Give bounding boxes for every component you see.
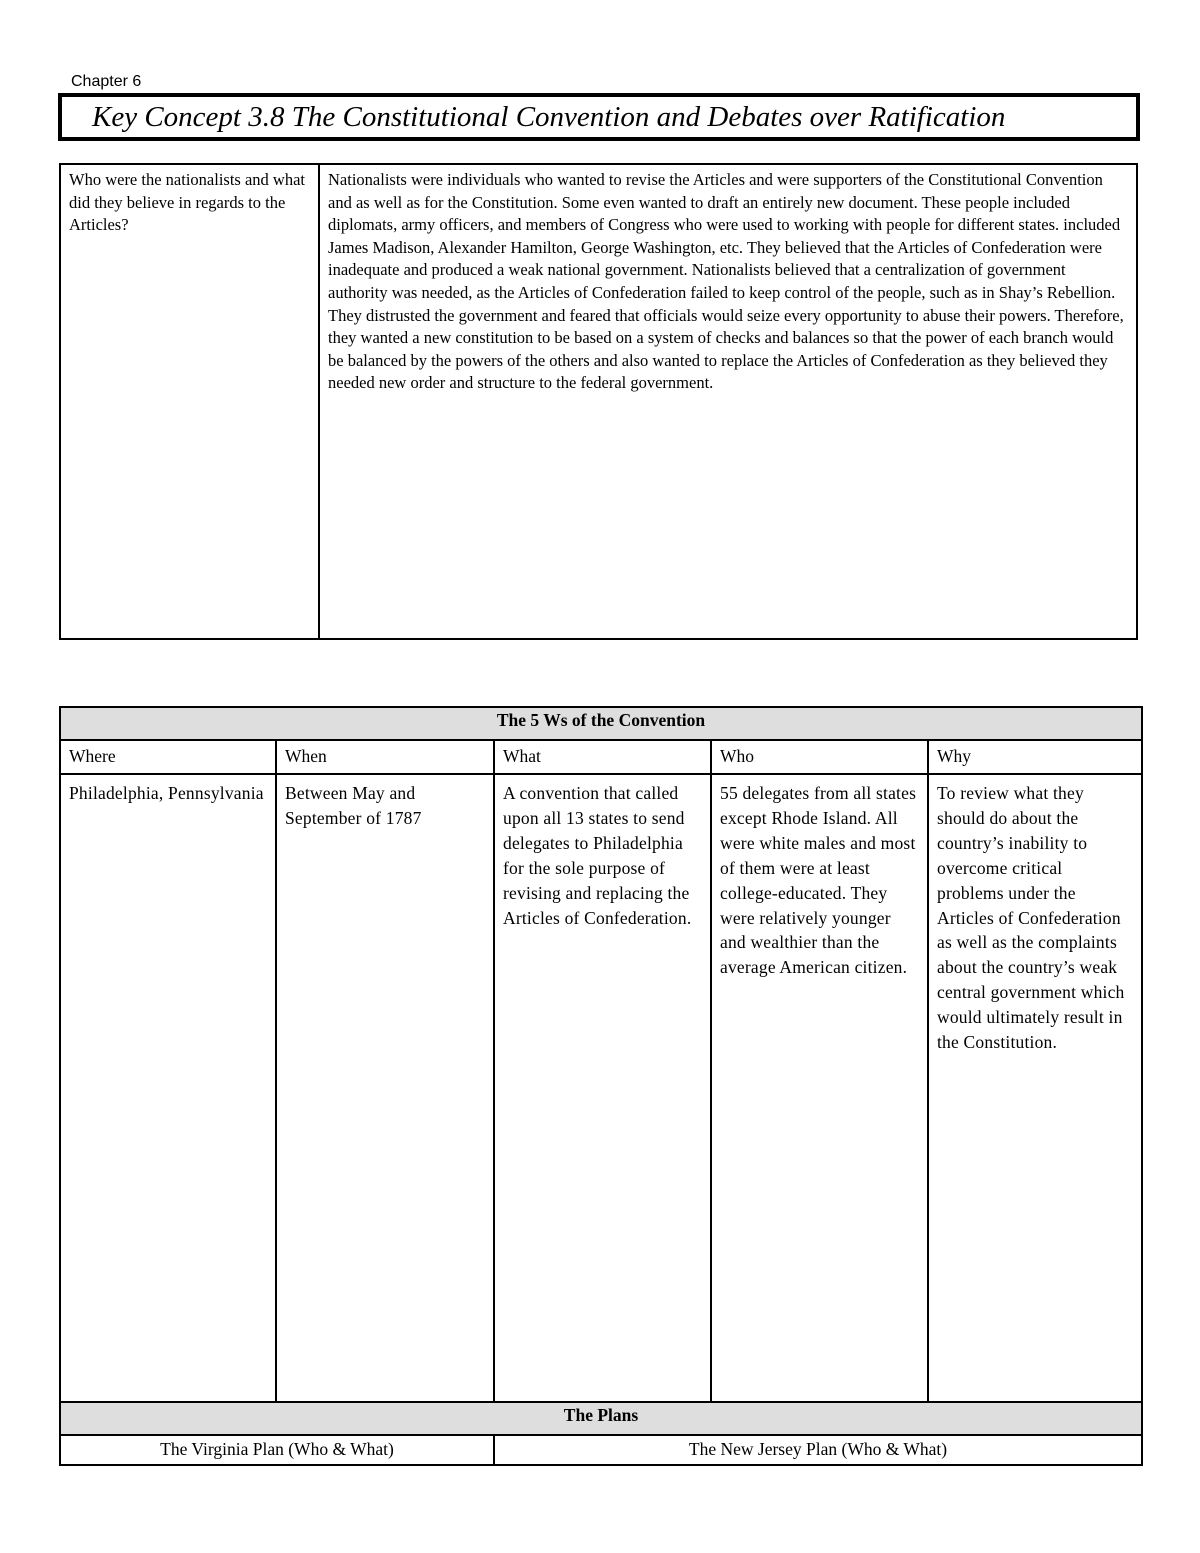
col-header-where: Where (60, 740, 276, 774)
cell-when: Between May and September of 1787 (276, 774, 494, 1402)
col-header-when: When (276, 740, 494, 774)
cell-what: A convention that called upon all 13 states to send delegates to Philadelphia for the sole purpose of revising and replacing the Articles of Confederation. (494, 774, 711, 1402)
page-title: Key Concept 3.8 The Constitutional Convention and Debates over Ratification (92, 100, 1006, 133)
nationalists-table (59, 163, 1138, 640)
col-header-who: Who (711, 740, 928, 774)
five-ws-table (59, 706, 1143, 1466)
table-row (60, 1402, 1142, 1435)
cell-why: To review what they should do about the country’s inability to overcome critical problems under the Articles of Confederation as well as the complaints about the country’s weak central government which would ultimately result in the Constitution. (928, 774, 1142, 1402)
virginia-plan-text: The Virginia Plan (Who & What) (160, 1439, 394, 1459)
table-row (60, 707, 1142, 740)
cell-where: Philadelphia, Pennsylvania (60, 774, 276, 1402)
new-jersey-plan-text: The New Jersey Plan (Who & What) (688, 1439, 948, 1459)
col-header-why: Why (928, 740, 1142, 774)
five-ws-heading: The 5 Ws of the Convention (60, 707, 1142, 740)
chapter-label: Chapter 6 (71, 73, 142, 90)
table-row (60, 1435, 1142, 1465)
title-box (58, 93, 1140, 141)
new-jersey-plan-label (494, 1435, 1142, 1465)
table-row (60, 740, 1142, 774)
col-header-what: What (494, 740, 711, 774)
virginia-plan-label (60, 1435, 494, 1465)
table-row (60, 164, 1137, 639)
plans-heading: The Plans (60, 1402, 1142, 1435)
table-row (60, 774, 1142, 1402)
nationalists-answer: Nationalists were individuals who wanted to revise the Articles and were supporters of the Constitutional Convention and as well as for the Constitution. Some even wanted to draft an entirely new document. These people included diplomats, army officers, and members of Congress who were used to working with people for different states. included James Madison, Alexander Hamilton, George Washington, etc. They believed that the Articles of Confederation were inadequate and produced a weak national government. Nationalists believed that a centralization of government authority was needed, as the Articles of Confederation failed to keep control of the people, such as in Shay’s Rebellion. They distrusted the government and feared that officials would seize every opportunity to abuse their powers. Therefore, they wanted a new constitution to be based on a system of checks and balances so that the power of each branch would be balanced by the powers of the others and also wanted to replace the Articles of Confederation as they believed they needed new order and structure to the federal government. (319, 164, 1137, 639)
nationalists-question: Who were the nationalists and what did they believe in regards to the Articles? (60, 164, 319, 639)
cell-who: 55 delegates from all states except Rhode Island. All were white males and most of them were at least college-educated. They were relatively younger and wealthier than the average American citizen. (711, 774, 928, 1402)
